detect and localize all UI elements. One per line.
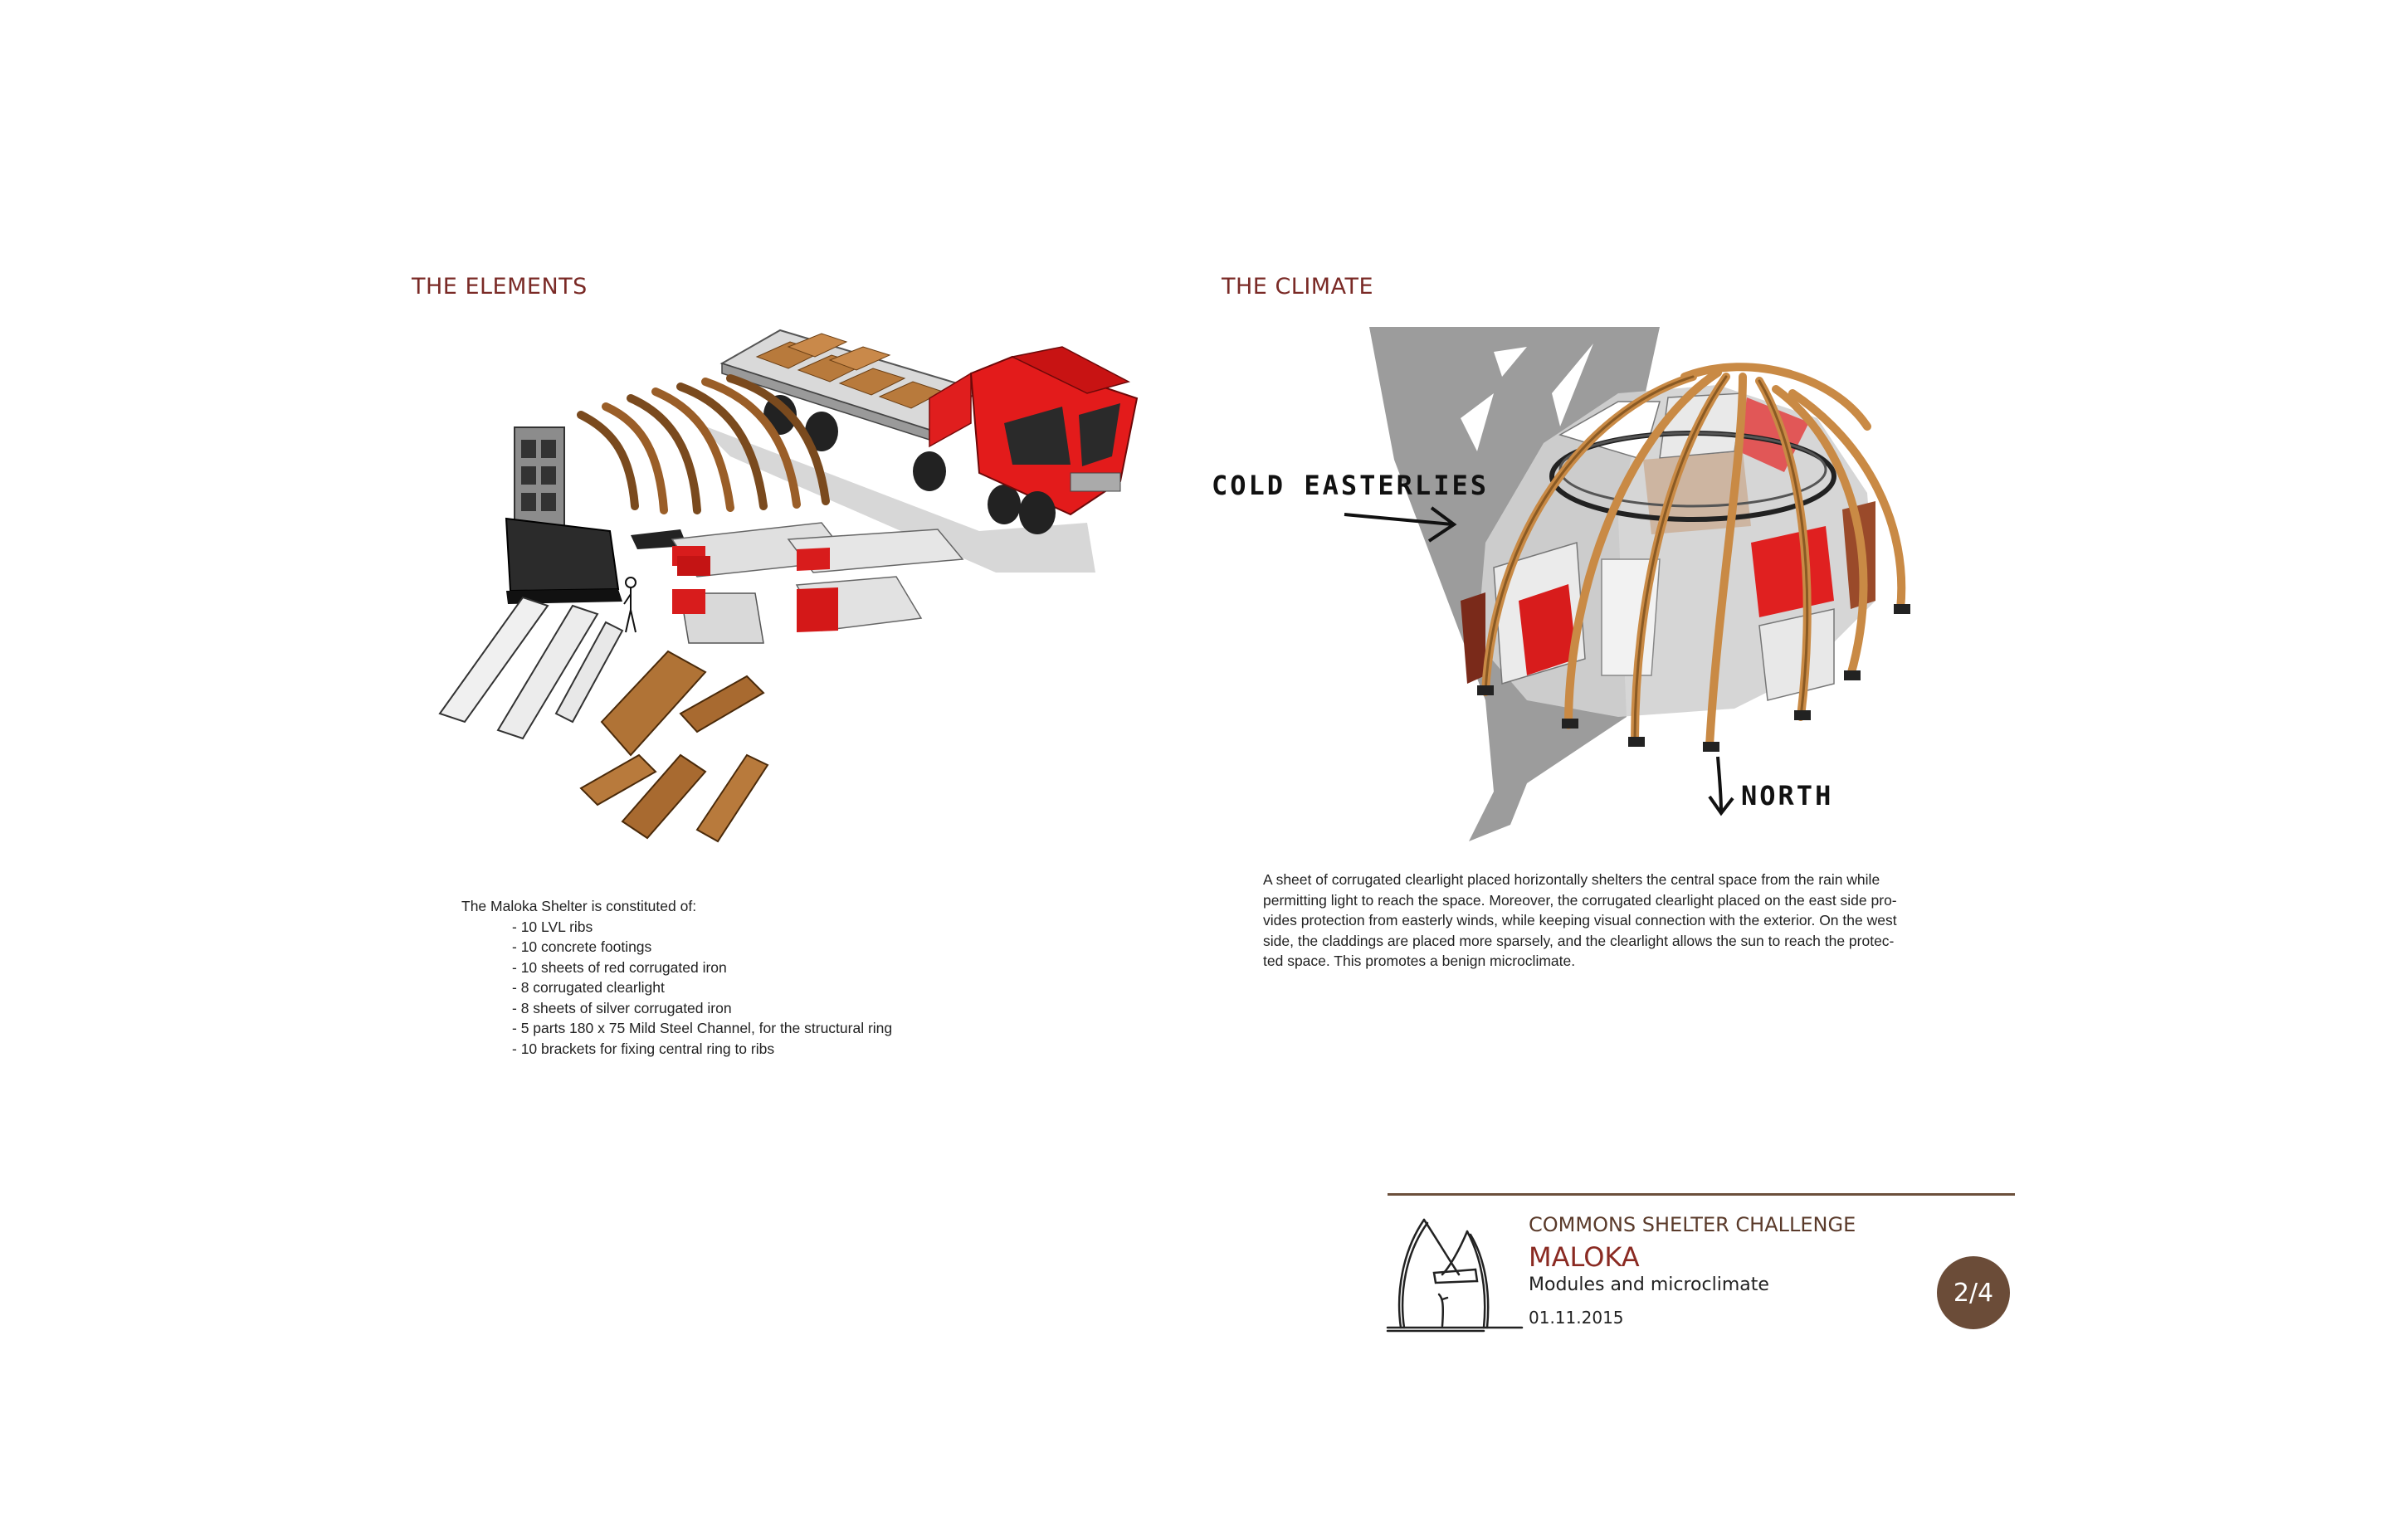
north-label: NORTH <box>1741 780 1834 811</box>
cold-easterlies-label: COLD EASTERLIES <box>1212 470 1489 501</box>
black-corrugated-stack <box>506 519 687 604</box>
climate-text-line: permitting light to reach the space. Moreover, the corrugated clearlight placed on the east side pro- <box>1263 891 1897 909</box>
timber-beams <box>581 651 768 841</box>
footer-divider <box>1388 1193 2015 1196</box>
concrete-footings <box>515 427 564 535</box>
element-item: - 5 parts 180 x 75 Mild Steel Channel, for the structural ring <box>512 1020 893 1036</box>
elements-intro: The Maloka Shelter is constituted of: <box>461 898 697 914</box>
elements-illustration <box>432 324 1145 871</box>
element-item: - 10 concrete footings <box>512 938 652 955</box>
page-number-badge: 2/4 <box>1937 1256 2010 1329</box>
elements-title: THE ELEMENTS <box>412 274 588 300</box>
sheet-date: 01.11.2015 <box>1529 1308 1624 1328</box>
climate-title: THE CLIMATE <box>1222 274 1374 300</box>
truck <box>722 330 1137 534</box>
challenge-name: COMMONS SHELTER CHALLENGE <box>1529 1213 1856 1236</box>
clearlight-sheets <box>440 597 622 738</box>
element-item: - 10 sheets of red corrugated iron <box>512 958 727 976</box>
climate-text-line: vides protection from easterly winds, while keeping visual connection with the exterior. On the west <box>1263 912 1897 928</box>
element-item: - 10 LVL ribs <box>512 918 593 935</box>
north-arrow <box>1701 753 1743 820</box>
sheet-subtitle: Modules and microclimate <box>1529 1274 1769 1295</box>
climate-text-line: side, the claddings are placed more sparsely, and the clearlight allows the sun to reach the protec- <box>1263 932 1895 949</box>
climate-description <box>1263 870 1952 972</box>
project-name: MALOKA <box>1529 1241 1640 1273</box>
element-item: - 8 sheets of silver corrugated iron <box>512 999 732 1016</box>
element-item: - 8 corrugated clearlight <box>512 979 665 996</box>
person-figure <box>624 578 636 632</box>
elements-list <box>461 896 892 1059</box>
maloka-logo-icon <box>1384 1201 1525 1334</box>
cladding-sheets <box>672 523 963 643</box>
climate-illustration <box>1369 327 1950 841</box>
climate-text-line: A sheet of corrugated clearlight placed horizontally shelters the central space from the rain while <box>1263 871 1880 888</box>
element-item: - 10 brackets for fixing central ring to ribs <box>512 1040 775 1057</box>
easterlies-arrow <box>1336 498 1461 548</box>
climate-text-line: ted space. This promotes a benign microclimate. <box>1263 953 1576 969</box>
